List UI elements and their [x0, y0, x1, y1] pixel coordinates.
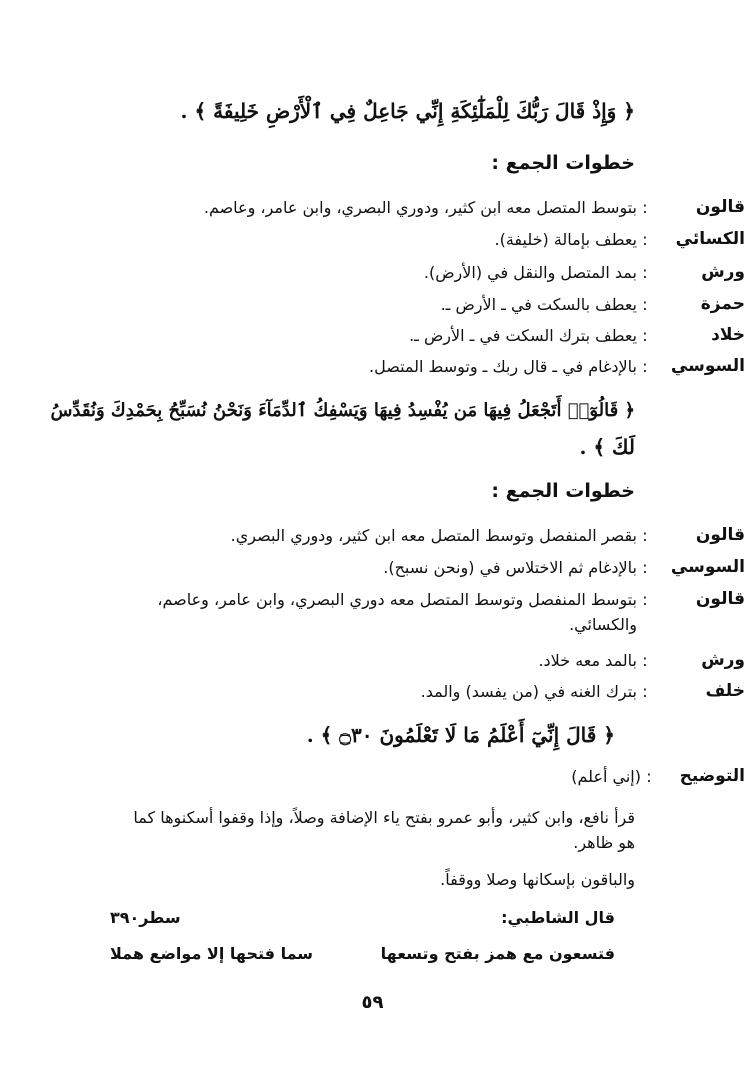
list-item: [108, 260, 745, 285]
explanation-paragraph: والباقون بإسكانها وصلا ووقفاً.: [440, 870, 635, 889]
list-item: [108, 292, 745, 317]
separator-colon: :: [642, 295, 648, 314]
reading-description: بالإدغام ثم الاختلاس في (ونحن نسبح).: [383, 558, 637, 577]
separator-colon: :: [642, 682, 648, 701]
reading-description: بالمد معه خلاد.: [538, 651, 637, 670]
separator-colon: :: [642, 590, 648, 609]
reader-name: حمزة: [700, 294, 745, 314]
reader-name: قالون: [695, 589, 745, 609]
poem-hemistich-2: سما فتحها إلا مواضع هملا: [110, 944, 314, 963]
list-item: [108, 195, 745, 220]
verse-3: ﴿ قَالَ إِنِّيٓ أَعْلَمُ مَا لَا تَعْلَمُونَ ۝٣٠ ﴾ .: [306, 723, 615, 747]
verse-1: ﴿ وَإِذْ قَالَ رَبُّكَ لِلْمَلَٰٓئِكَةِ إِنِّي جَاعِلٌ فِي ٱلْأَرْضِ خَلِيفَةً ﴾ .: [180, 99, 635, 123]
page-number: ٥٩: [361, 992, 384, 1013]
reader-name: السوسي: [670, 557, 745, 577]
reader-name: الكسائي: [675, 229, 745, 249]
reading-description: بقصر المنفصل وتوسط المتصل معه ابن كثير، ودوري البصري.: [230, 526, 637, 545]
separator-colon: :: [642, 326, 648, 345]
list-item: [108, 648, 745, 673]
reader-name: خلاد: [711, 325, 745, 345]
reader-name: قالون: [695, 197, 745, 217]
list-item: [108, 679, 745, 704]
shatibi-label: قال الشاطبي:: [501, 908, 615, 927]
verse-2-line-2: لَكَ ﴾ .: [579, 435, 635, 459]
reading-description: بتوسط المتصل معه ابن كثير، ودوري البصري، وابن عامر، وعاصم.: [203, 198, 637, 217]
steps-heading-2: خطوات الجمع :: [491, 480, 635, 502]
poem-line-reference: سطر٣٩٠: [110, 908, 181, 927]
separator-colon: :: [642, 230, 648, 249]
separator-colon: :: [642, 526, 648, 545]
list-item: [108, 555, 745, 580]
reading-description: يعطف بإمالة (خليفة).: [494, 230, 637, 249]
list-item: [108, 323, 745, 348]
reading-description: يعطف بالسكت في ـ الأرض ـ.: [440, 295, 637, 314]
separator-colon: :: [642, 198, 648, 217]
reader-name: خلف: [705, 681, 745, 701]
explanation-header: [108, 764, 745, 789]
list-item: [108, 523, 745, 548]
reader-name: ورش: [701, 650, 745, 670]
separator-colon: :: [642, 558, 648, 577]
reader-name: السوسي: [670, 356, 745, 376]
reading-description: بمد المتصل والنقل في (الأرض).: [423, 263, 637, 282]
separator-colon: :: [642, 263, 648, 282]
list-item: [108, 354, 745, 379]
explanation-paragraph: قرأ نافع، وابن كثير، وأبو عمرو بفتح ياء الإضافة وصلاً، وإذا وقفوا أسكنوها كما هو ظاهر.: [133, 808, 635, 852]
reading-description: بالإدغام في ـ قال ربك ـ وتوسط المتصل.: [368, 357, 637, 376]
verse-2-line-1: ﴿ قَالُوٓا۟ أَتَجْعَلُ فِيهَا مَن يُفْسِدُ فِيهَا وَيَسْفِكُ ٱلدِّمَآءَ وَنَحْنُ نُسَبِّحُ بِحَمْدِكَ وَنُقَدِّسُ: [50, 400, 635, 421]
reader-name: قالون: [695, 525, 745, 545]
separator-colon: :: [642, 357, 648, 376]
explanation-label: التوضيح: [679, 766, 745, 786]
steps-heading-1: خطوات الجمع :: [491, 152, 635, 174]
reading-description: بتوسط المنفصل وتوسط المتصل معه دوري البصري، وابن عامر، وعاصم، والكسائي.: [157, 590, 637, 634]
poem-hemistich-1: فتسعون مع همز بفتح وتسعها: [380, 944, 615, 963]
separator-colon: :: [646, 767, 652, 786]
reading-description: بترك الغنه في (من يفسد) والمد.: [420, 682, 637, 701]
reader-name: ورش: [701, 262, 745, 282]
separator-colon: :: [642, 651, 648, 670]
reading-description: يعطف بترك السكت في ـ الأرض ـ.: [409, 326, 637, 345]
explanation-term: (إني أعلم): [571, 767, 641, 786]
list-item: [108, 587, 745, 637]
list-item: [108, 227, 745, 252]
